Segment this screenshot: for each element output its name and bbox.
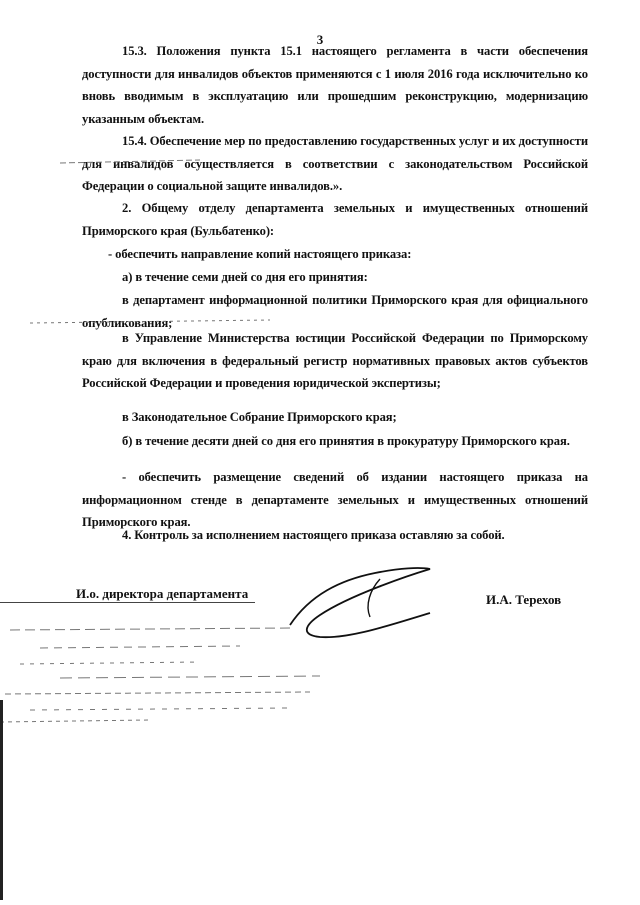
paragraph-ministry-justice: в Управление Министерства юстиции Российской Федерации по Приморскому краю для включения в федеральный регистр нормативных правовых актов субъектов Российской Федерации и проведения юридической экспертизы; (82, 331, 588, 390)
paragraph-15-4: 15.4. Обеспечение мер по предоставлению государственных услуг и их доступности для инвалидов осуществляется в соответствии с законодательством Российской Федерации о социальной защите инвалидов.». (82, 134, 588, 193)
paragraph-item-4: 4. Контроль за исполнением настоящего приказа оставляю за собой. (122, 528, 505, 542)
paragraph-legislative-assembly: в Законодательное Собрание Приморского края; (122, 410, 397, 424)
signatory-name: И.А. Терехов (486, 592, 562, 607)
paragraph-info-policy: в департамент информационной политики Приморского края для официального опубликования; (82, 293, 588, 330)
paragraph-sub-b: б) в течение десяти дней со дня его принятия в прокуратуру Приморского края. (122, 434, 570, 448)
paragraph-sub-a: а) в течение семи дней со дня его принятия: (122, 270, 368, 284)
scan-edge-line (0, 700, 3, 900)
paragraph-info-stand: - обеспечить размещение сведений об издании настоящего приказа на информационном стенде в департаменте земельных и имущественных отношений Приморского края. (82, 470, 588, 529)
paragraph-item-2: 2. Общему отделу департамента земельных и имущественных отношений Приморского края (Бульбатенко): (82, 201, 588, 238)
paragraph-send-copies: - обеспечить направление копий настоящего приказа: (108, 247, 412, 261)
handwritten-signature (280, 555, 480, 645)
page-number: 3 (316, 32, 324, 47)
signature-underline (0, 602, 255, 603)
paragraph-15-3: 15.3. Положения пункта 15.1 настоящего регламента в части обеспечения доступности для инвалидов объектов применяются с 1 июля 2016 года исключительно ко вновь вводимым в эксплуатацию или прошедшим реконструкцию, модернизацию указанным объектам. (82, 44, 588, 126)
signatory-title: И.о. директора департамента (76, 586, 249, 601)
